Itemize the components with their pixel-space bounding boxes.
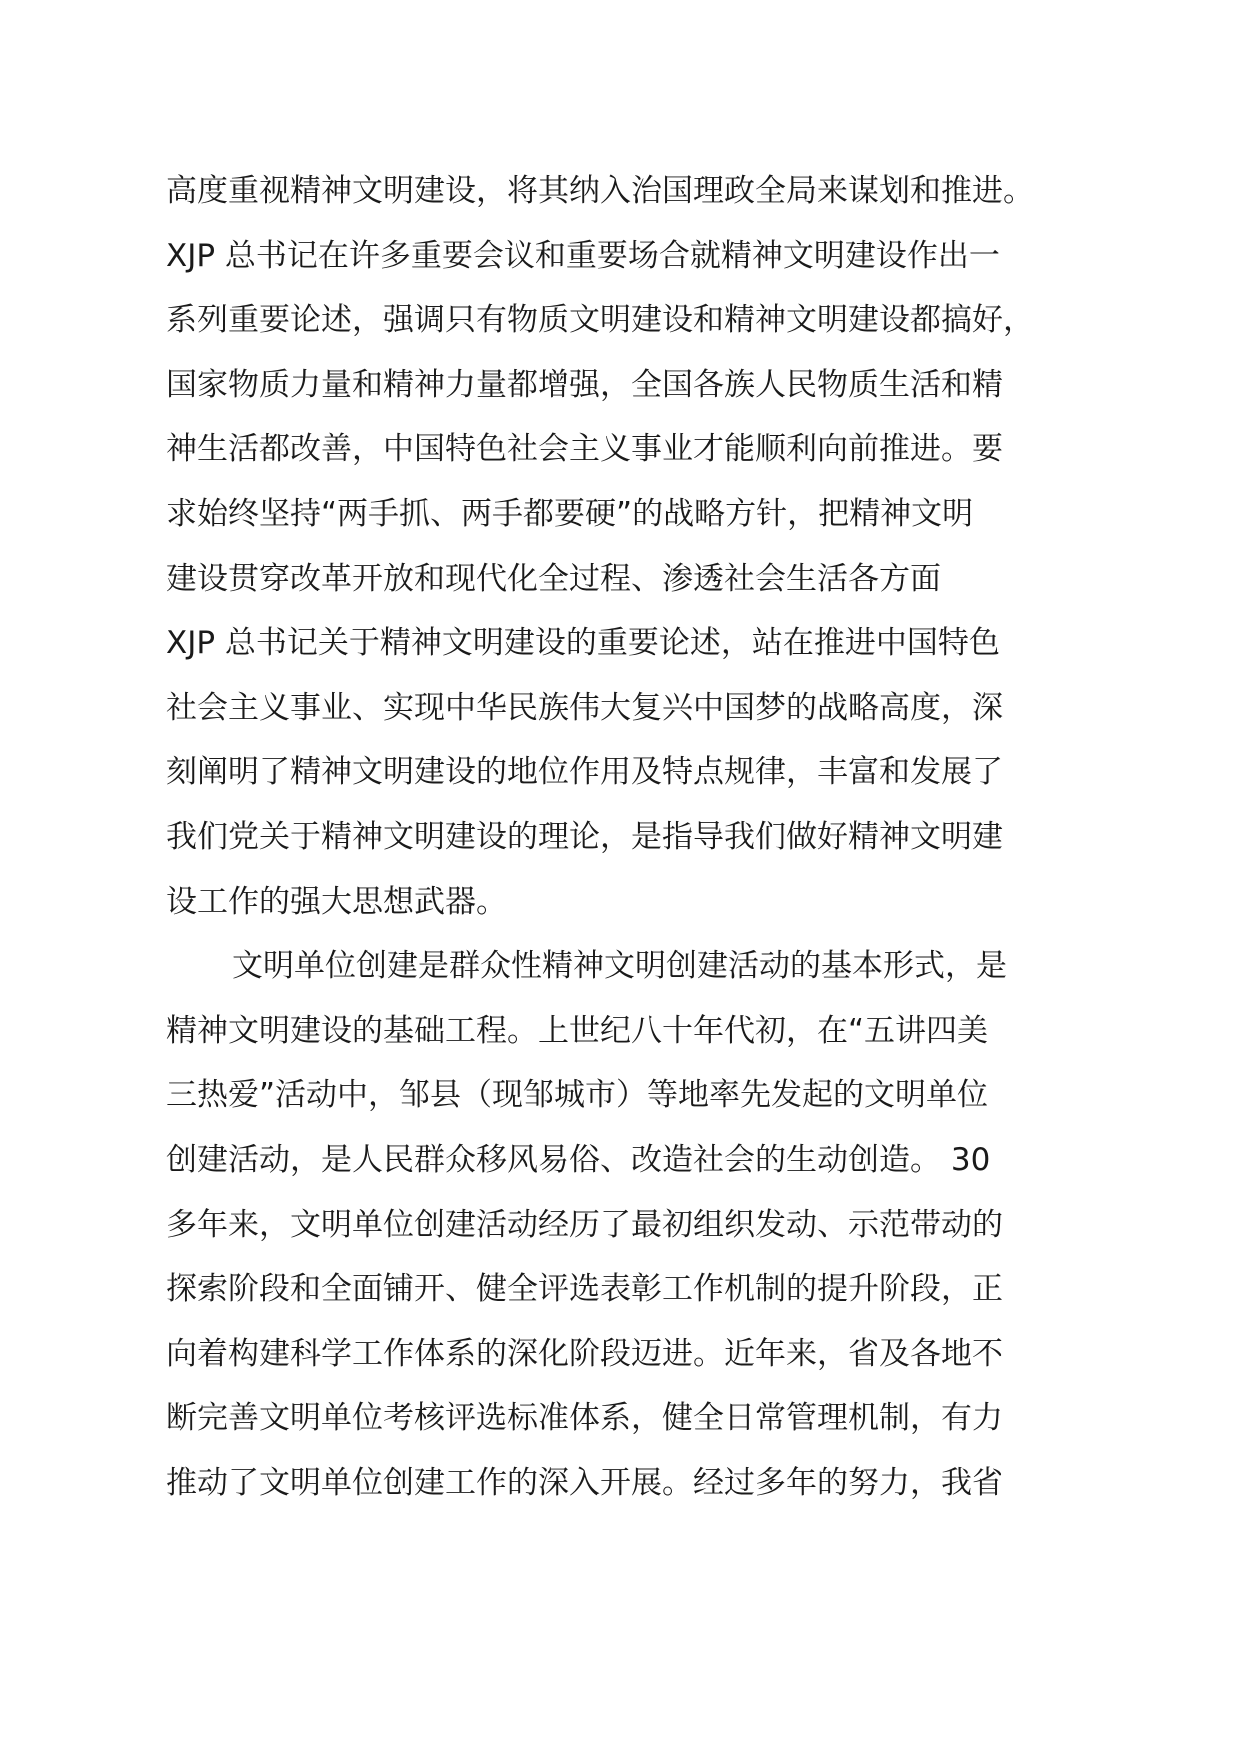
text-line: 国家物质力量和精神力量都增强，全国各族人民物质生活和精 <box>166 366 1003 403</box>
text-line: 神生活都改善，中国特色社会主义事业才能顺利向前推进。要 <box>166 431 1003 468</box>
text-line: 推动了文明单位创建工作的深入开展。经过多年的努力，我省 <box>166 1464 1003 1501</box>
text-line: 精神文明建设的基础工程。上世纪八十年代初，在“五讲四美 <box>166 1012 989 1049</box>
text-line: 设工作的强大思想武器。 <box>166 883 507 920</box>
text-line: XJP 总书记关于精神文明建设的重要论述，站在推进中国特色 <box>166 625 1000 662</box>
text-line: 我们党关于精神文明建设的理论，是指导我们做好精神文明建 <box>166 818 1003 855</box>
text-line: 三热爱”活动中，邹县（现邹城市）等地率先发起的文明单位 <box>166 1077 989 1114</box>
text-line: 社会主义事业、实现中华民族伟大复兴中国梦的战略高度，深 <box>166 689 1003 726</box>
text-line: 探索阶段和全面铺开、健全评选表彰工作机制的提升阶段，正 <box>166 1271 1003 1308</box>
text-line: 创建活动，是人民群众移风易俗、改造社会的生动创造。 30 <box>166 1141 991 1178</box>
text-line: 多年来，文明单位创建活动经历了最初组织发动、示范带动的 <box>166 1206 1003 1243</box>
text-line: 向着构建科学工作体系的深化阶段迈进。近年来，省及各地不 <box>166 1335 1003 1372</box>
text-line: 刻阐明了精神文明建设的地位作用及特点规律，丰富和发展了 <box>166 754 1003 791</box>
text-line: 断完善文明单位考核评选标准体系，健全日常管理机制，有力 <box>166 1400 1003 1437</box>
body-text <box>166 159 1106 1515</box>
text-line: 建设贯穿改革开放和现代化全过程、渗透社会生活各方面 <box>166 560 941 597</box>
paragraph-first-line: 文明单位创建是群众性精神文明创建活动的基本形式，是 <box>232 948 1007 985</box>
text-line: 求始终坚持“两手抓、两手都要硬”的战略方针，把精神文明 <box>166 495 974 532</box>
text-line: 高度重视精神文明建设，将其纳入治国理政全局来谋划和推进。 <box>166 173 1034 209</box>
text-line: 系列重要论述，强调只有物质文明建设和精神文明建设都搞好， <box>166 302 1034 339</box>
text-line: XJP 总书记在许多重要会议和重要场合就精神文明建设作出一 <box>166 237 1000 274</box>
